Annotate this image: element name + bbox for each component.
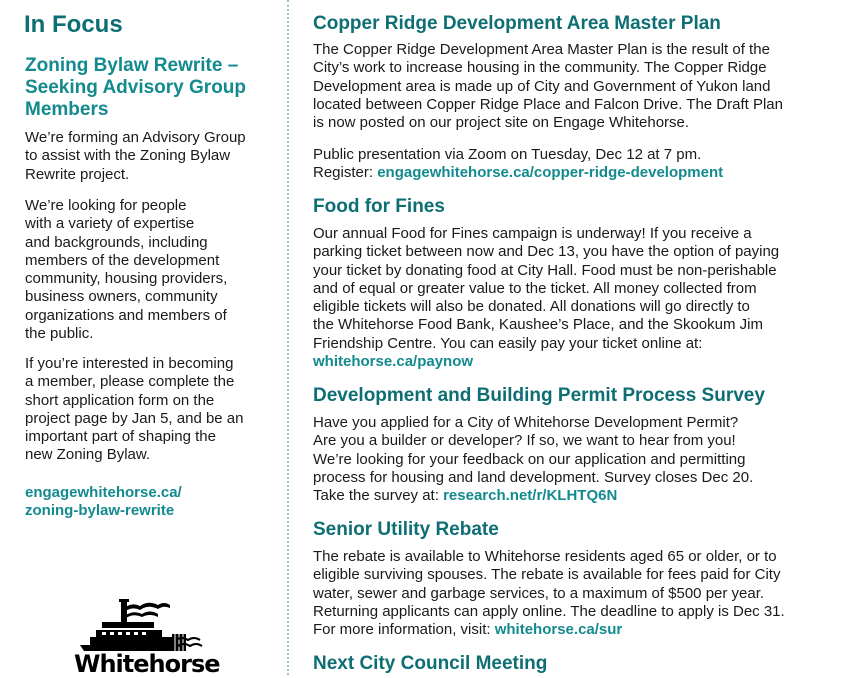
in-focus-heading: In Focus — [24, 11, 123, 38]
copper-ridge-presentation: Public presentation via Zoom on Tuesday, Dec 12 at 7 pm. Register: engagewhitehorse.ca/copper-ridge-development — [313, 146, 724, 182]
copper-ridge-title: Copper Ridge Development Area Master Plan — [313, 13, 721, 34]
senior-rebate-link[interactable]: whitehorse.ca/sur — [494, 621, 623, 639]
survey-link[interactable]: research.net/r/KLHTQ6N — [443, 487, 618, 505]
food-for-fines-body: Our annual Food for Fines campaign is underway! If you receive a parking ticket between now and Dec 13, you have the option of paying your ticket by donating food at City Hall. Food must be non-perishable and of equal or greater value to the ticket. All money collected from eligible tickets will also be donated. All donations will go directly to the Whitehorse Food Bank, Kaushee’s Place, and the Skookum Jim Friendship Centre. You can easily pay your ticket online at: whitehorse.ca/paynow — [313, 225, 780, 371]
senior-rebate-title: Senior Utility Rebate — [313, 519, 499, 540]
copper-ridge-body: The Copper Ridge Development Area Master Plan is the result of the City’s work to increase housing in the community. The Copper Ridge Development area is made up of City and Government of Yukon land located between Copper Ridge Place and Falcon Drive. The Draft Plan is now posted on our project site on Engage Whitehorse. — [313, 41, 783, 132]
zoning-paragraph-3: If you’re interested in becoming a member, please complete the short application form on the project page by Jan 5, and be an important part of shaping the new Zoning Bylaw. — [25, 355, 244, 464]
permit-survey-title: Development and Building Permit Process Survey — [313, 385, 765, 406]
zoning-bylaw-link[interactable]: engagewhitehorse.ca/ zoning-bylaw-rewrite — [25, 484, 182, 520]
paynow-link[interactable]: whitehorse.ca/paynow — [313, 353, 474, 371]
permit-survey-body: Have you applied for a City of Whitehorse Development Permit? Are you a builder or developer? If so, we want to hear from you! We’re looking for your feedback on our application and permitting process for housing and land development. Survey closes Dec 20. Take the survey at: research.net/r/KLHTQ6N — [313, 414, 754, 505]
copper-ridge-register-link[interactable]: engagewhitehorse.ca/copper-ridge-development — [377, 164, 724, 182]
zoning-bylaw-title: Zoning Bylaw Rewrite – Seeking Advisory Group Members — [25, 55, 247, 120]
zoning-paragraph-1: We’re forming an Advisory Group to assist with the Zoning Bylaw Rewrite project. — [25, 129, 246, 183]
zoning-paragraph-2: We’re looking for people with a variety of expertise and backgrounds, including members of the development community, housing providers, business owners, community organizations and members of the public. — [25, 197, 228, 343]
council-meeting-title: Next City Council Meeting — [313, 653, 548, 674]
senior-rebate-body: The rebate is available to Whitehorse residents aged 65 or older, or to eligible surviving spouses. The rebate is available for fees paid for City water, sewer and garbage services, to a maximum of $500 per year. Returning applicants can apply online. The deadline to apply is Dec 31. For more information, visit: whitehorse.ca/sur — [313, 548, 785, 639]
column-divider — [287, 0, 289, 675]
food-for-fines-title: Food for Fines — [313, 196, 445, 217]
whitehorse-logo-text: Whitehorse — [74, 650, 220, 678]
